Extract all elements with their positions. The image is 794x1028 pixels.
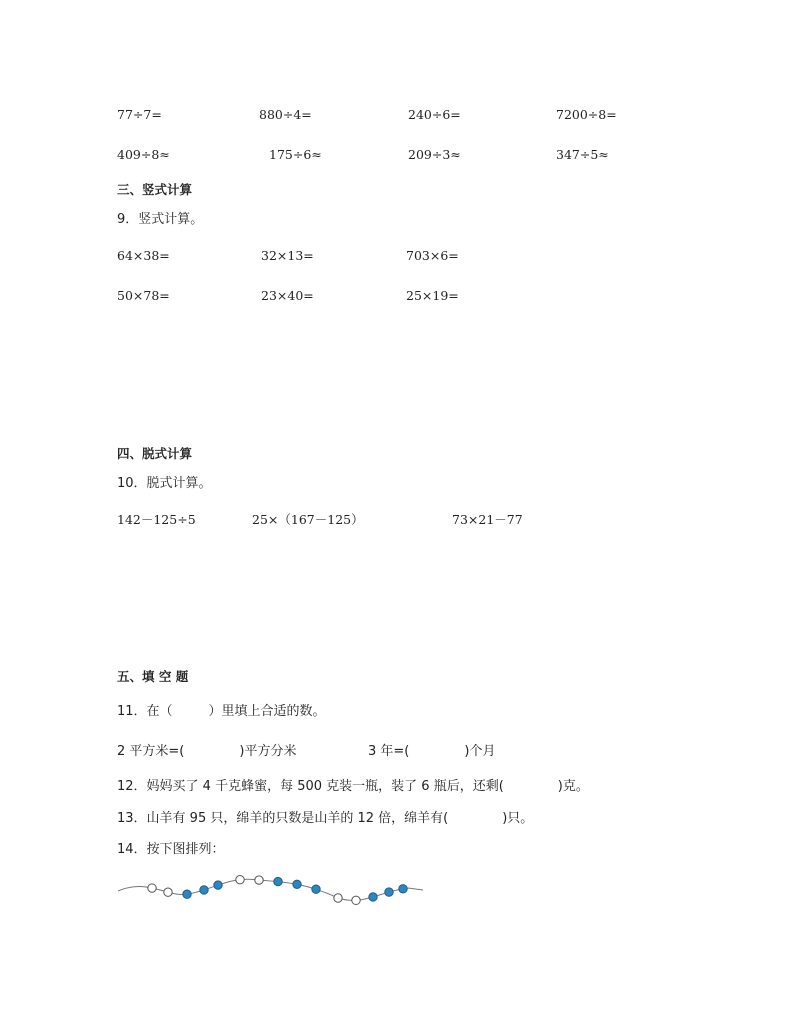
bead-pattern-figure bbox=[118, 868, 428, 920]
expr-25x-paren: 25×（167－125） bbox=[252, 512, 364, 527]
section-5-heading: 五、填 空 题 bbox=[117, 669, 189, 684]
question-13-before: 13．山羊有 95 只，绵羊的只数是山羊的 12 倍，绵羊有( bbox=[117, 811, 449, 826]
question-11b-after: )个月 bbox=[464, 744, 496, 759]
expr-142-minus: 142－125÷5 bbox=[117, 512, 196, 527]
question-11-after: ）里填上合适的数。 bbox=[208, 704, 326, 719]
question-9: 9．竖式计算。 bbox=[117, 212, 204, 227]
blue-bead bbox=[312, 885, 320, 893]
blue-bead bbox=[274, 877, 282, 885]
expr-347-div-5: 347÷5≈ bbox=[556, 147, 609, 162]
expr-175-div-6: 175÷6≈ bbox=[269, 147, 322, 162]
expr-77-div-7: 77÷7= bbox=[117, 107, 162, 122]
question-11 bbox=[117, 704, 326, 720]
white-bead bbox=[352, 896, 360, 904]
blue-bead bbox=[293, 880, 301, 888]
expr-240-div-6: 240÷6= bbox=[408, 107, 461, 122]
expr-50x78: 50×78= bbox=[117, 288, 170, 303]
expr-409-div-8: 409÷8≈ bbox=[117, 147, 170, 162]
white-bead bbox=[334, 894, 342, 902]
blue-bead bbox=[399, 885, 407, 893]
expr-209-div-3: 209÷3≈ bbox=[408, 147, 461, 162]
question-13 bbox=[117, 811, 533, 827]
expr-32x13: 32×13= bbox=[261, 248, 314, 263]
white-bead bbox=[164, 888, 172, 896]
question-11a-before: 2 平方米=( bbox=[117, 744, 185, 759]
question-11b-before: 3 年=( bbox=[368, 744, 410, 759]
blue-bead bbox=[385, 888, 393, 896]
question-14: 14．按下图排列： bbox=[117, 842, 225, 857]
white-bead bbox=[255, 876, 263, 884]
blue-bead bbox=[200, 886, 208, 894]
question-13-after: )只。 bbox=[502, 811, 534, 826]
question-10: 10．脱式计算。 bbox=[117, 476, 212, 491]
blue-bead bbox=[214, 881, 222, 889]
question-11b bbox=[368, 744, 495, 760]
expr-64x38: 64×38= bbox=[117, 248, 170, 263]
question-11-before: 11．在（ bbox=[117, 704, 173, 719]
blue-bead bbox=[369, 893, 377, 901]
expr-23x40: 23×40= bbox=[261, 288, 314, 303]
question-12 bbox=[117, 779, 589, 795]
question-11a-after: )平方分米 bbox=[239, 744, 297, 759]
section-4-heading: 四、脱式计算 bbox=[117, 446, 193, 461]
expr-703x6: 703×6= bbox=[406, 248, 459, 263]
section-3-heading: 三、竖式计算 bbox=[117, 182, 193, 197]
white-bead bbox=[236, 875, 244, 883]
question-11a bbox=[117, 744, 296, 760]
blue-bead bbox=[183, 890, 191, 898]
expr-880-div-4: 880÷4= bbox=[259, 107, 312, 122]
question-12-after: )克。 bbox=[557, 779, 589, 794]
expr-25x19: 25×19= bbox=[406, 288, 459, 303]
white-bead bbox=[148, 884, 156, 892]
expr-73x21: 73×21－77 bbox=[452, 512, 523, 527]
question-12-before: 12．妈妈买了 4 千克蜂蜜，每 500 克装一瓶，装了 6 瓶后，还剩( bbox=[117, 779, 504, 794]
expr-7200-div-8: 7200÷8= bbox=[556, 107, 617, 122]
